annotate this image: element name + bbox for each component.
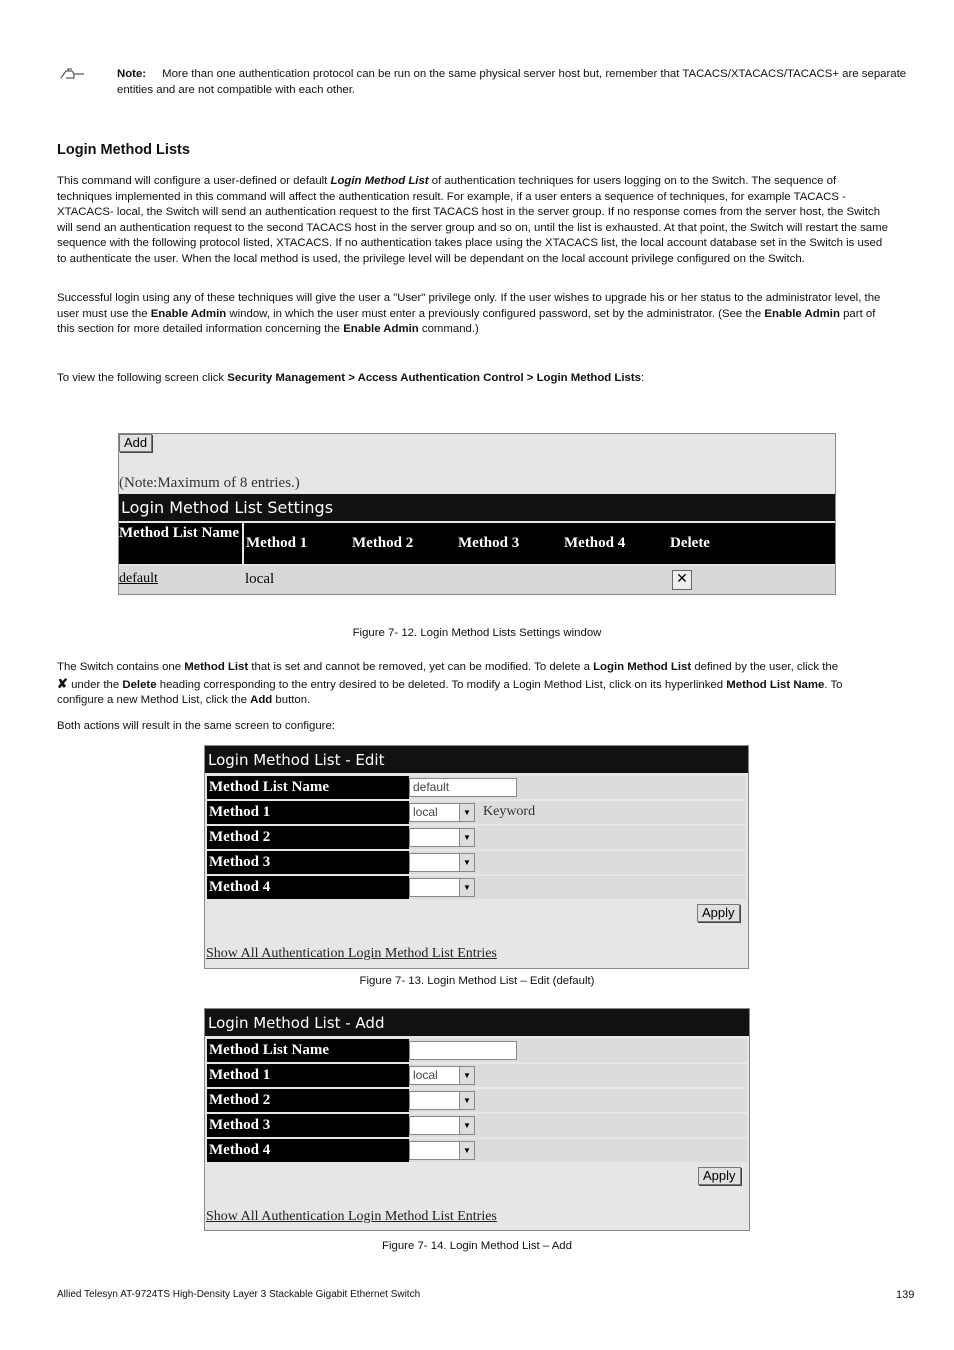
label-method-3: Method 3 bbox=[207, 851, 409, 874]
note-text: More than one authentication protocol can be run on the same physical server host but, remember that TACACS/XTACACS/TACACS+ are separate entities and are not compatible with each other. bbox=[117, 68, 907, 96]
field-row bbox=[409, 826, 746, 849]
label-method-2: Method 2 bbox=[207, 826, 409, 849]
text: . To configure a new Method List, click the bbox=[57, 678, 843, 706]
figure-12-caption: Figure 7- 12. Login Method Lists Settings window bbox=[352, 627, 602, 639]
delete-icon[interactable]: ✕ bbox=[672, 570, 692, 590]
chevron-down-icon: ▼ bbox=[459, 879, 474, 896]
note-hand-icon bbox=[60, 68, 86, 80]
method-list-name-input[interactable] bbox=[409, 1041, 517, 1060]
header-method-list-name: Method List Name bbox=[119, 523, 242, 564]
show-all-entries-link[interactable]: Show All Authentication Login Method List Entries bbox=[206, 946, 497, 961]
text: button. bbox=[272, 694, 311, 706]
chevron-down-icon: ▼ bbox=[459, 854, 474, 871]
paragraph-navigation bbox=[57, 371, 892, 387]
text: The Switch contains one bbox=[57, 661, 185, 673]
label-method-3: Method 3 bbox=[207, 1114, 409, 1137]
keyword-label: Keyword bbox=[483, 804, 536, 819]
apply-button[interactable]: Apply bbox=[697, 904, 740, 922]
header-method-1: Method 1 bbox=[244, 523, 350, 564]
add-button[interactable]: Add bbox=[119, 434, 152, 452]
text: defined by the user, click the bbox=[691, 661, 839, 673]
label-method-4: Method 4 bbox=[207, 876, 409, 899]
login-method-list-settings-window bbox=[118, 433, 836, 595]
text: part of this section for more detailed information concerning the bbox=[57, 307, 876, 335]
method-1-value: local bbox=[245, 571, 275, 587]
figure-13-caption: Figure 7- 13. Login Method List – Edit (default) bbox=[359, 975, 595, 987]
field-row bbox=[409, 801, 746, 824]
figure-14-caption: Figure 7- 14. Login Method List – Add bbox=[382, 1240, 572, 1252]
settings-title-bar bbox=[119, 494, 836, 521]
text: This command will configure a user-defined or default bbox=[57, 175, 331, 187]
paragraph-intro bbox=[57, 174, 892, 267]
label-method-2: Method 2 bbox=[207, 1089, 409, 1112]
section-title: Login Method Lists bbox=[57, 142, 190, 158]
method-2-select[interactable] bbox=[409, 828, 475, 847]
edit-title: Login Method List - Edit bbox=[208, 751, 385, 769]
chevron-down-icon: ▼ bbox=[459, 829, 474, 846]
text: under the bbox=[67, 678, 123, 691]
method-1-select[interactable] bbox=[409, 803, 475, 822]
field-row bbox=[409, 1114, 747, 1137]
method-1-selected: local bbox=[413, 805, 438, 819]
login-method-list-add-window bbox=[204, 1008, 750, 1231]
text: that is set and cannot be removed, yet can be modified. To delete a bbox=[248, 661, 594, 673]
apply-button[interactable]: Apply bbox=[698, 1167, 741, 1185]
method-3-select[interactable] bbox=[409, 853, 475, 872]
method-1-select[interactable] bbox=[409, 1066, 475, 1085]
text: window, in which the user must enter a previously configured password, set by the administrator. (See the bbox=[226, 307, 765, 320]
method-4-select[interactable] bbox=[409, 1141, 475, 1160]
chevron-down-icon: ▼ bbox=[459, 1142, 474, 1159]
method-1-selected: local bbox=[413, 1068, 438, 1082]
text: Successful login using any of these techniques will give the user a "User" privilege only. If the user wishes to upgrade his or her status to the administrator level, the user must use the bbox=[57, 292, 881, 320]
text: heading corresponding to the entry desired to be deleted. To modify a Login Method List, click on its hyperlinked bbox=[156, 678, 727, 691]
label-method-1: Method 1 bbox=[207, 801, 409, 824]
header-method-4: Method 4 bbox=[562, 523, 668, 564]
table-row bbox=[119, 566, 835, 594]
bold-term: Add bbox=[250, 694, 273, 706]
bold-term: Method List Name bbox=[726, 678, 825, 691]
menu-path: Security Management > Access Authentication Control > Login Method Lists bbox=[227, 372, 642, 384]
settings-title: Login Method List Settings bbox=[121, 498, 334, 517]
field-row bbox=[409, 1039, 747, 1062]
text: command.) bbox=[418, 323, 479, 335]
note bbox=[117, 66, 917, 98]
add-title: Login Method List - Add bbox=[208, 1014, 385, 1032]
header-method-2: Method 2 bbox=[350, 523, 456, 564]
method-3-select[interactable] bbox=[409, 1116, 475, 1135]
chevron-down-icon: ▼ bbox=[459, 1092, 474, 1109]
bold-term: Enable Admin bbox=[343, 323, 419, 335]
field-row bbox=[409, 776, 746, 799]
bold-term: Enable Admin bbox=[150, 307, 227, 320]
show-all-entries-link[interactable]: Show All Authentication Login Method List Entries bbox=[206, 1209, 497, 1224]
header-method-3: Method 3 bbox=[456, 523, 562, 564]
bold-term: Login Method List bbox=[330, 175, 429, 187]
bold-term: Login Method List bbox=[593, 661, 692, 673]
page-number: 139 bbox=[896, 1289, 915, 1301]
method-list-name-input[interactable]: default bbox=[409, 778, 517, 797]
text: : bbox=[641, 372, 645, 384]
field-row bbox=[409, 876, 746, 899]
chevron-down-icon: ▼ bbox=[459, 1067, 474, 1084]
edit-title-bar bbox=[205, 746, 749, 773]
field-row bbox=[409, 1139, 747, 1162]
method-4-select[interactable] bbox=[409, 878, 475, 897]
header-delete: Delete bbox=[668, 523, 835, 564]
bold-term: Delete bbox=[122, 678, 157, 691]
field-row bbox=[409, 1089, 747, 1112]
max-entries-note: (Note:Maximum of 8 entries.) bbox=[119, 475, 300, 491]
label-method-list-name: Method List Name bbox=[207, 1039, 409, 1062]
note-label: Note: bbox=[117, 68, 147, 80]
paragraph-modify bbox=[57, 660, 892, 709]
add-title-bar bbox=[205, 1009, 750, 1036]
label-method-list-name: Method List Name bbox=[207, 776, 409, 799]
method-list-name-link[interactable]: default bbox=[119, 571, 158, 586]
text: of authentication techniques for users logging on to the Switch. The sequence of techniques implemented in this command will affect the authentication result. For example, if a user enters a sequence of techniques, for example TACACS - XTACACS- local, the Switch will send an authentication request to the first TACACS host in the server group. If no response comes from the server host, the Switch will send an authentication request to the second TACACS host in the server group and so on, until the list is exhausted. At that point, the Switch will restart the same sequence with the following protocol listed, XTACACS. If no authentication takes place using the XTACACS list, the local account database set in the Switch is used to authenticate the user. When the local method is used, the privilege level will be dependant on the local account privilege configured on the Switch. bbox=[57, 175, 888, 265]
text: To view the following screen click bbox=[57, 372, 228, 384]
chevron-down-icon: ▼ bbox=[459, 804, 474, 821]
bold-term: Method List bbox=[184, 661, 249, 673]
method-2-select[interactable] bbox=[409, 1091, 475, 1110]
field-row bbox=[409, 851, 746, 874]
login-method-list-edit-window bbox=[204, 745, 749, 969]
delete-x-icon: ✘ bbox=[57, 675, 68, 691]
chevron-down-icon: ▼ bbox=[459, 1117, 474, 1134]
field-row bbox=[409, 1064, 747, 1087]
paragraph-privilege bbox=[57, 291, 892, 338]
label-method-1: Method 1 bbox=[207, 1064, 409, 1087]
footer-product: Allied Telesyn AT-9724TS High-Density Layer 3 Stackable Gigabit Ethernet Switch bbox=[57, 1289, 421, 1300]
label-method-4: Method 4 bbox=[207, 1139, 409, 1162]
paragraph-both-actions: Both actions will result in the same screen to configure: bbox=[57, 720, 335, 732]
bold-term: Enable Admin bbox=[764, 307, 840, 320]
